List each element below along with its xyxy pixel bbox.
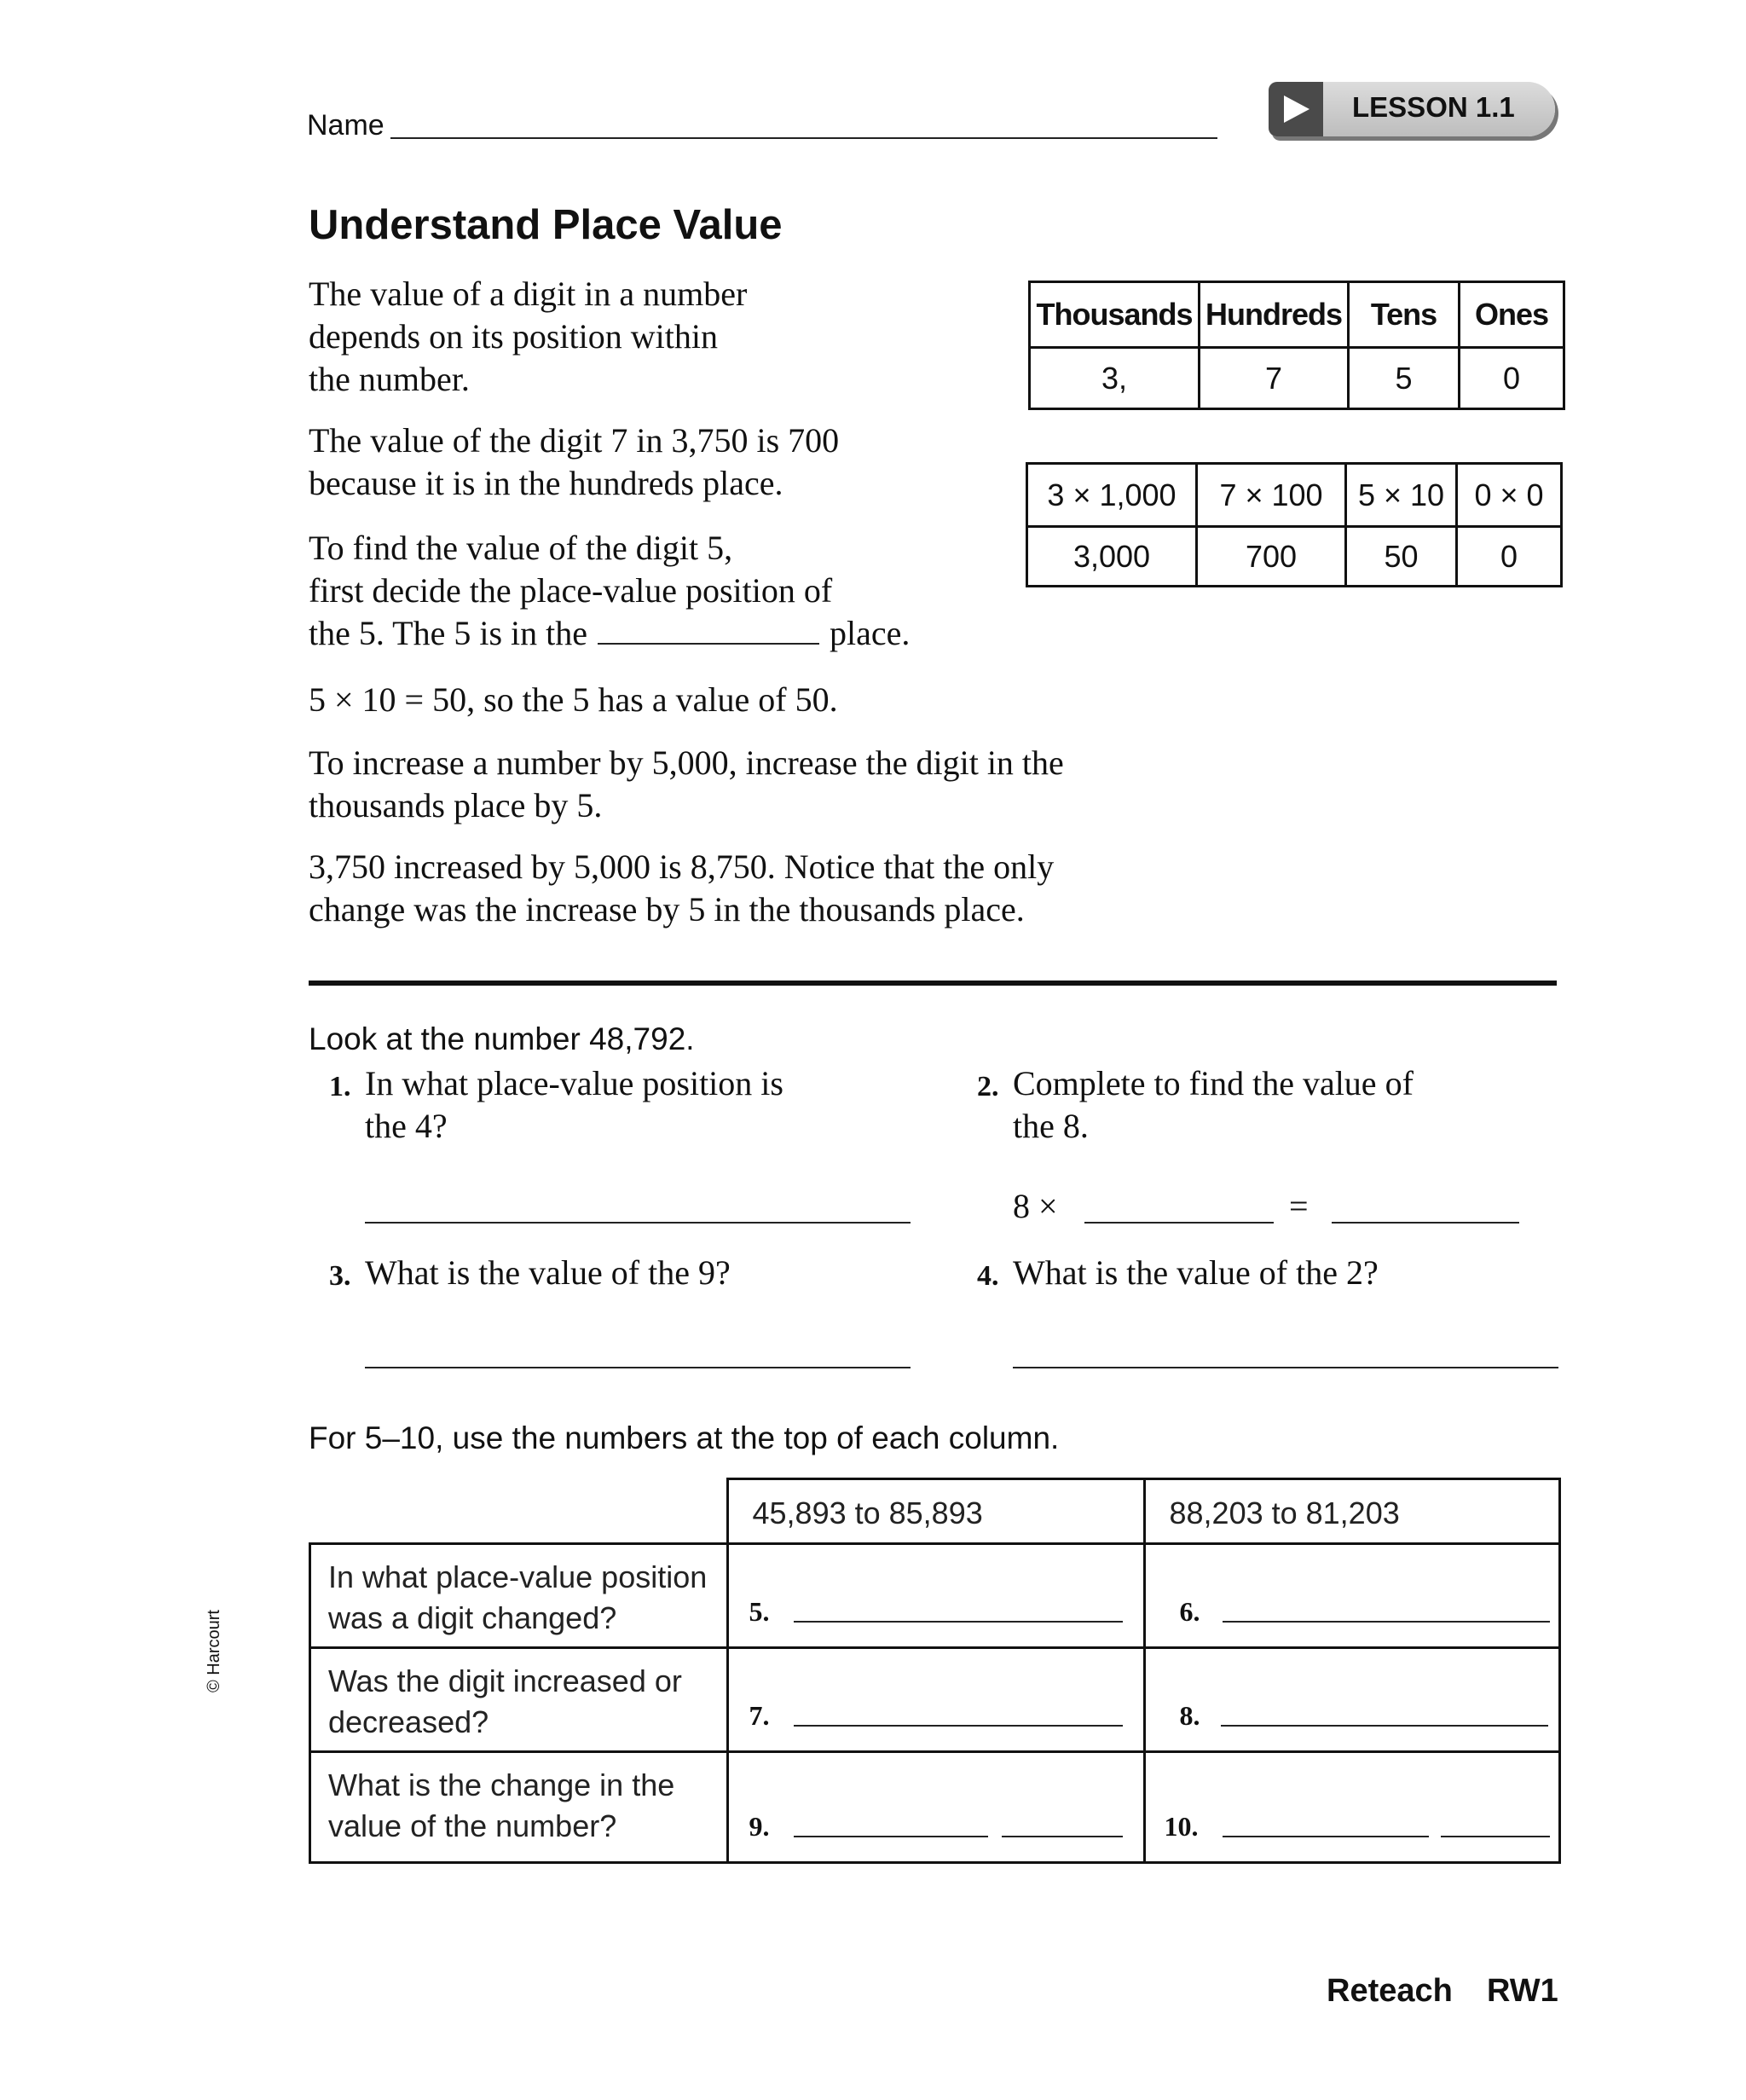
footer-reteach: Reteach xyxy=(1327,1973,1453,2009)
answer-line-direction[interactable] xyxy=(1441,1836,1550,1837)
lesson-label: LESSON 1.1 xyxy=(1352,91,1515,123)
q2-factor-line[interactable] xyxy=(1084,1222,1274,1224)
practice-heading: Look at the number 48,792. xyxy=(309,1021,695,1056)
answer-line-value[interactable] xyxy=(1223,1836,1429,1837)
intro-paragraph-6 xyxy=(309,846,1054,931)
answer-cell-10[interactable] xyxy=(1144,1752,1559,1863)
expr-hundreds: 7 × 100 xyxy=(1197,464,1346,527)
q1-line2: the 4? xyxy=(365,1107,448,1145)
value-tens: 50 xyxy=(1346,527,1457,587)
intro-p1-line3: the number. xyxy=(309,360,470,398)
intro-paragraph-2 xyxy=(309,419,839,505)
cell-thousands: 3, xyxy=(1030,348,1200,409)
copyright-notice: © Harcourt xyxy=(205,1610,223,1692)
value-ones: 0 xyxy=(1457,527,1562,587)
answer-cell-5[interactable] xyxy=(727,1544,1144,1648)
intro-p3-line1: To find the value of the digit 5, xyxy=(309,529,733,567)
q4-text: What is the value of the 2? xyxy=(1013,1253,1379,1292)
change-table xyxy=(309,1478,1561,1864)
q4-number: 4. xyxy=(977,1260,999,1292)
q3-text: What is the value of the 9? xyxy=(365,1253,731,1292)
intro-p3-line3: the 5. The 5 is in the place. xyxy=(309,614,911,652)
item-number: 8. xyxy=(1179,1700,1200,1731)
item-number: 5. xyxy=(749,1596,770,1627)
q4-answer-line[interactable] xyxy=(1013,1367,1558,1368)
footer-page-code: RW1 xyxy=(1487,1973,1558,2009)
expr-tens: 5 × 10 xyxy=(1346,464,1457,527)
header-thousands: Thousands xyxy=(1030,282,1200,348)
cell-ones: 0 xyxy=(1460,348,1564,409)
q2-line2: the 8. xyxy=(1013,1107,1089,1145)
answer-cell-9[interactable] xyxy=(727,1752,1144,1863)
q3-number: 3. xyxy=(329,1260,351,1292)
name-label: Name xyxy=(307,109,384,142)
row-label-1: In what place-value position was a digit changed? xyxy=(310,1544,728,1648)
intro-paragraph-4: 5 × 10 = 50, so the 5 has a value of 50. xyxy=(309,680,838,719)
q1-line1: In what place-value position is xyxy=(365,1064,783,1102)
table-section-heading: For 5–10, use the numbers at the top of each column. xyxy=(309,1420,1060,1455)
q1-number: 1. xyxy=(329,1071,351,1102)
value-thousands: 3,000 xyxy=(1027,527,1197,587)
answer-line-direction[interactable] xyxy=(1002,1836,1123,1837)
answer-cell-6[interactable] xyxy=(1144,1544,1559,1648)
answer-line[interactable] xyxy=(1221,1725,1548,1727)
section-divider xyxy=(309,981,1557,986)
digit-value-table xyxy=(1026,462,1563,587)
item-number: 9. xyxy=(749,1811,770,1842)
intro-p6-line2: change was the increase by 5 in the thousands place. xyxy=(309,890,1025,929)
column-header-1: 45,893 to 85,893 xyxy=(727,1479,1144,1544)
intro-p2-line2: because it is in the hundreds place. xyxy=(309,464,783,502)
answer-cell-8[interactable] xyxy=(1144,1648,1559,1752)
place-value-chart xyxy=(1028,281,1565,410)
intro-p1-line2: depends on its position within xyxy=(309,317,718,356)
expr-thousands: 3 × 1,000 xyxy=(1027,464,1197,527)
intro-paragraph-5 xyxy=(309,742,1064,827)
item-number: 7. xyxy=(749,1700,770,1731)
intro-p6-line1: 3,750 increased by 5,000 is 8,750. Notice that the only xyxy=(309,848,1055,886)
q2-line1: Complete to find the value of xyxy=(1013,1064,1414,1102)
intro-paragraph-1 xyxy=(309,273,747,401)
row-label-3: What is the change in the value of the number? xyxy=(310,1752,728,1863)
corner-cell xyxy=(310,1479,728,1544)
q1-answer-line[interactable] xyxy=(365,1222,911,1224)
cell-tens: 5 xyxy=(1349,348,1460,409)
value-hundreds: 700 xyxy=(1197,527,1346,587)
page-title: Understand Place Value xyxy=(309,202,783,248)
intro-p2-line1: The value of the digit 7 in 3,750 is 700 xyxy=(309,421,840,460)
intro-p5-line2: thousands place by 5. xyxy=(309,786,603,824)
header-tens: Tens xyxy=(1349,282,1460,348)
intro-p3-line2: first decide the place-value position of xyxy=(309,571,833,610)
name-input-line[interactable] xyxy=(390,137,1217,139)
answer-line[interactable] xyxy=(794,1725,1123,1727)
q3-answer-line[interactable] xyxy=(365,1367,911,1368)
intro-paragraph-3 xyxy=(309,527,910,655)
q1-text xyxy=(365,1062,783,1148)
q2-text xyxy=(1013,1062,1414,1148)
column-header-2: 88,203 to 81,203 xyxy=(1144,1479,1559,1544)
q2-equation-prefix: 8 × xyxy=(1013,1187,1058,1225)
q2-product-line[interactable] xyxy=(1332,1222,1519,1224)
answer-line[interactable] xyxy=(1223,1621,1550,1623)
intro-p1-line1: The value of a digit in a number xyxy=(309,275,748,313)
answer-line-value[interactable] xyxy=(794,1836,988,1837)
answer-cell-7[interactable] xyxy=(727,1648,1144,1752)
item-number: 6. xyxy=(1179,1596,1200,1627)
intro-p5-line1: To increase a number by 5,000, increase the digit in the xyxy=(309,743,1064,782)
row-label-2: Was the digit increased or decreased? xyxy=(310,1648,728,1752)
place-answer-blank[interactable] xyxy=(598,617,819,645)
cell-hundreds: 7 xyxy=(1200,348,1349,409)
header-hundreds: Hundreds xyxy=(1200,282,1349,348)
header-ones: Ones xyxy=(1460,282,1564,348)
answer-line[interactable] xyxy=(794,1621,1123,1623)
q2-number: 2. xyxy=(977,1071,999,1102)
expr-ones: 0 × 0 xyxy=(1457,464,1562,527)
play-icon xyxy=(1269,82,1323,136)
item-number: 10. xyxy=(1164,1811,1199,1842)
q2-equals: = xyxy=(1289,1187,1309,1225)
